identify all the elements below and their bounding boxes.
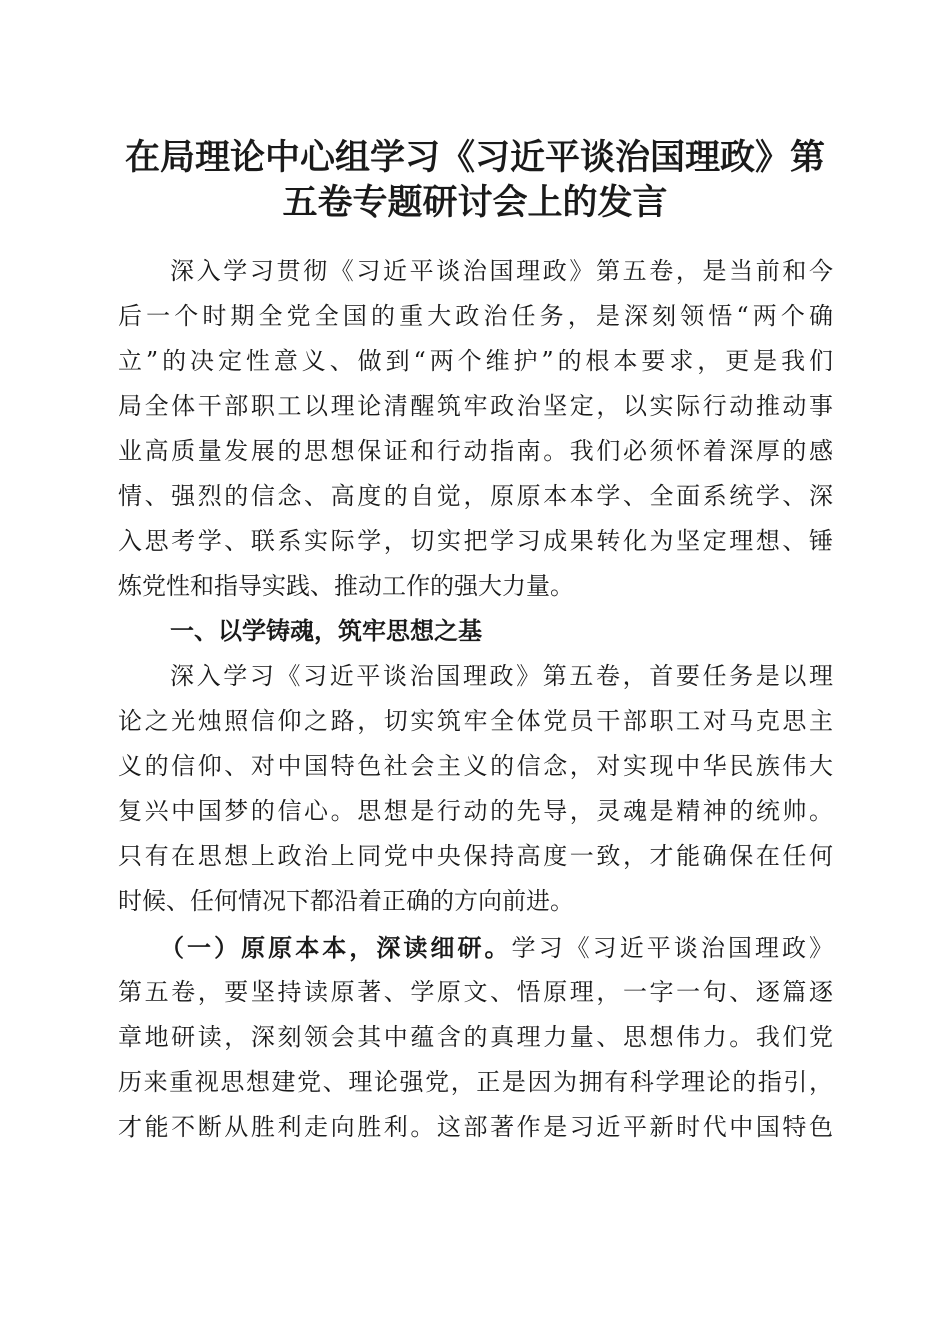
paragraph-2-line: 复兴中国梦的信心。思想是行动的先导，灵魂是精神的统帅。 [118, 797, 833, 825]
paragraph-2-line: 深入学习《习近平谈治国理政》第五卷，首要任务是以理 [170, 662, 833, 690]
paragraph-2-line: 时候、任何情况下都沿着正确的方向前进。 [118, 887, 574, 915]
paragraph-3-line: 第五卷，要坚持读原著、学原文、悟原理，一字一句、逐篇逐 [118, 978, 833, 1006]
paragraph-1-line: 业高质量发展的思想保证和行动指南。我们必须怀着深厚的感 [118, 437, 833, 465]
section-1-heading: 一、以学铸魂，筑牢思想之基 [170, 617, 482, 645]
document-title-line-1: 在局理论中心组学习《习近平谈治国理政》第 [124, 137, 825, 178]
paragraph-3-line: 才能不断从胜利走向胜利。这部著作是习近平新时代中国特色 [118, 1113, 833, 1141]
paragraph-3-first-line-text: 学习《习近平谈治国理政》 [511, 934, 833, 962]
paragraph-1-line: 入思考学、联系实际学，切实把学习成果转化为坚定理想、锤 [118, 527, 833, 555]
paragraph-2-line: 义的信仰、对中国特色社会主义的信念，对实现中华民族伟大 [118, 752, 833, 780]
paragraph-2-line: 只有在思想上政治上同党中央保持高度一致，才能确保在任何 [118, 842, 833, 870]
paragraph-3-first-line [160, 925, 833, 970]
paragraph-1-line: 情、强烈的信念、高度的自觉，原原本本学、全面系统学、深 [118, 482, 833, 510]
paragraph-1-line: 后一个时期全党全国的重大政治任务，是深刻领悟“两个确 [118, 302, 833, 330]
paragraph-1-line: 炼党性和指导实践、推动工作的强大力量。 [118, 572, 574, 600]
paragraph-3-line: 章地研读，深刻领会其中蕴含的真理力量、思想伟力。我们党 [118, 1023, 833, 1051]
paragraph-1-line: 局全体干部职工以理论清醒筑牢政治坚定，以实际行动推动事 [118, 392, 833, 420]
paragraph-2-line: 论之光烛照信仰之路，切实筑牢全体党员干部职工对马克思主 [118, 707, 833, 735]
paragraph-3-line: 历来重视思想建党、理论强党，正是因为拥有科学理论的指引， [118, 1068, 833, 1096]
paragraph-1-line: 立”的决定性意义、做到“两个维护”的根本要求，更是我们 [118, 347, 833, 375]
subsection-1-heading: （一）原原本本，深读细研。 [160, 933, 512, 962]
document-title-line-2: 五卷专题研讨会上的发言 [282, 182, 668, 223]
paragraph-1-line: 深入学习贯彻《习近平谈治国理政》第五卷，是当前和今 [170, 257, 833, 285]
